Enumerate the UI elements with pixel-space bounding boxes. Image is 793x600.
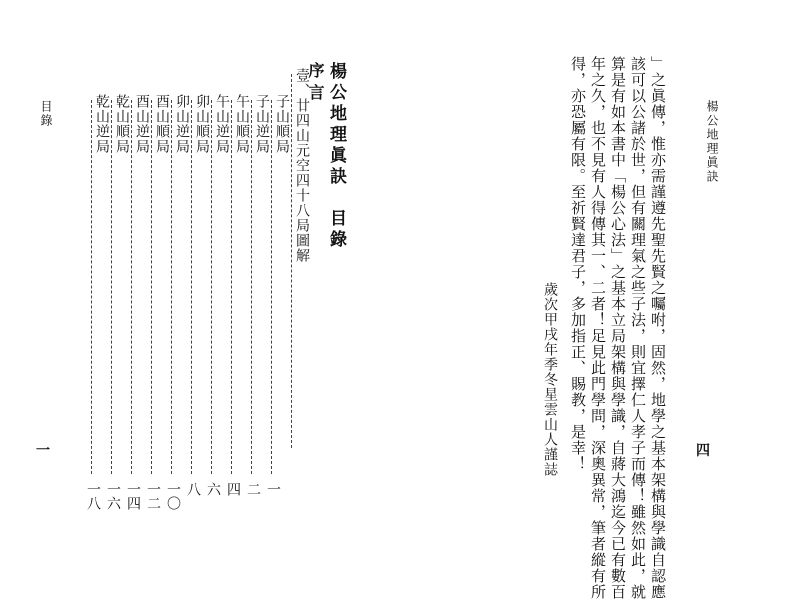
- toc-entry-label: 午山順局: [234, 94, 250, 154]
- paragraph-column-3: 算是有如本書中「楊公心法」之基本立局架構與學識，自蔣大鴻迄今已有數百: [609, 56, 627, 600]
- toc-page-number: 一: [265, 482, 281, 496]
- toc-title: 楊公地理眞訣 目錄: [326, 62, 346, 251]
- toc-page-number: 一〇: [165, 482, 181, 510]
- toc-entry-label: 午山逆局: [214, 94, 230, 154]
- toc-entry-label: 酉山順局: [154, 94, 170, 154]
- toc-page-number: 一八: [85, 482, 101, 510]
- toc-entry-label: 子山逆局: [254, 94, 270, 154]
- toc-entry-label: 乾山逆局: [94, 94, 110, 154]
- toc-entry-label: 卯山逆局: [174, 94, 190, 154]
- toc-entry-label: 酉山逆局: [134, 94, 150, 154]
- left-running-header: 目錄: [39, 100, 53, 128]
- toc-page-number: 八: [185, 482, 201, 496]
- toc-page-number: 六: [205, 482, 221, 496]
- paragraph-column-5: 得，亦恐屬有限。至祈賢達君子，多加指正、賜教，是幸！: [569, 56, 587, 472]
- paragraph-column-1: 」之眞傳，惟亦需謹遵先聖先賢之囑咐，固然，地學之基本架構與學識自認應: [649, 56, 667, 600]
- right-folio: 四: [696, 443, 710, 459]
- toc-page-number: 一四: [125, 482, 141, 510]
- toc-entry-label: 卯山順局: [194, 94, 210, 154]
- toc-page-number: 四: [225, 482, 241, 496]
- toc-page-number: 二: [245, 482, 261, 496]
- paragraph-column-4: 年之久，也不見有人得傳其一、二者！足見此門學問，深奧異常，筆者縱有所: [589, 56, 607, 600]
- toc-entry-label: 壹、廿四山元空四十八局圖解: [294, 68, 310, 263]
- toc-page-number: 一二: [145, 482, 161, 510]
- toc-entry-label: 子山順局: [274, 94, 290, 154]
- right-running-header: 楊公地理眞訣: [705, 100, 719, 184]
- toc-page-number: 一六: [105, 482, 121, 510]
- paragraph-column-2: 該可以公諸於世，但有關理氣之些子法，則宜擇仁人孝子而傳！雖然如此，就: [629, 56, 647, 600]
- toc-leader: [91, 100, 92, 474]
- signature: 歲次甲戌年季冬星雲山人謹誌: [542, 282, 558, 477]
- toc-entry: [84, 94, 112, 474]
- left-folio: 一: [36, 443, 50, 459]
- toc-preface: 序言: [306, 62, 325, 106]
- toc-entry-label: 乾山順局: [114, 94, 130, 154]
